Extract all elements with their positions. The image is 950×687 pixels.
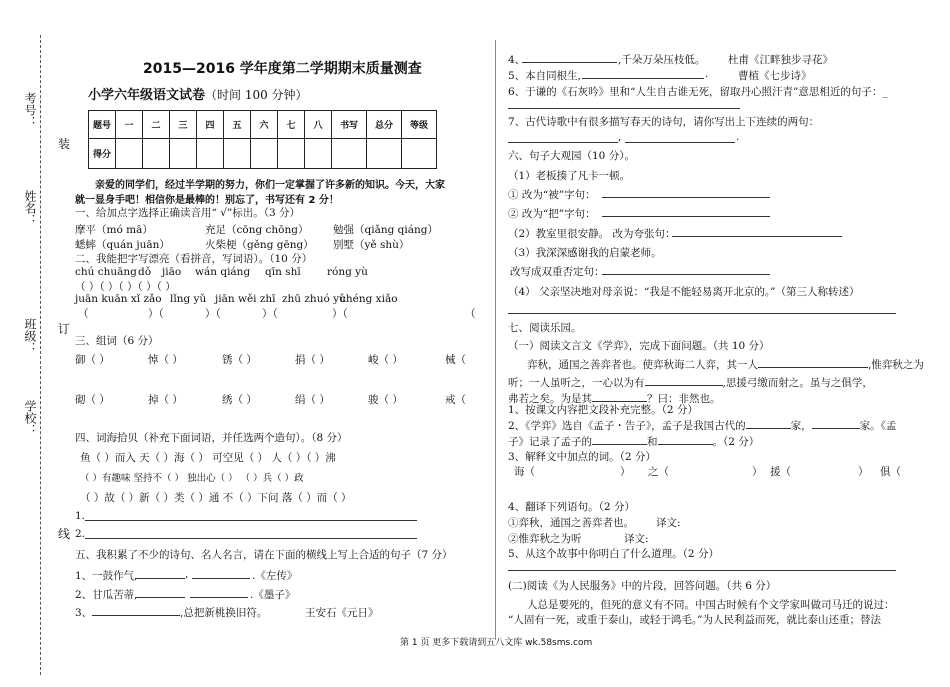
q1-text: （1）老板揍了凡卡一顿。 xyxy=(508,170,631,182)
pq3-text: 3、解释文中加点的词。（2 分） xyxy=(508,451,656,463)
exam-subtitle xyxy=(88,84,308,103)
pq4-text: 4、翻译下列语句。（2 分） xyxy=(508,501,635,513)
pq3-item[interactable]: 诲（ xyxy=(514,466,535,478)
poem-2: 2、甘瓜苦蒂, xyxy=(75,589,138,601)
section-1-title: 一、给加点字选择正确读音用“ √”标出。（3 分） xyxy=(75,207,301,219)
idiom-row[interactable]: 鱼（ ）而入 天（ ）海（ ） 可空见（ ） 人（ ）（ ）沸 xyxy=(80,452,336,464)
poem-1-blank[interactable] xyxy=(192,578,250,579)
pq2b-b: 和 xyxy=(647,436,658,448)
intro-line2: 就一显身手吧！相信你是最棒的！别忘了，书写还有 2 分！ xyxy=(75,195,339,206)
q1a-text: ① 改为“被”字句： xyxy=(508,189,596,201)
zuci-item[interactable]: 绣（ ） xyxy=(222,394,257,406)
passage-1-title: （一）阅读文言文《学弈》，完成下面问题。（共 10 分） xyxy=(508,340,770,352)
score-head: 书写 xyxy=(332,111,367,139)
pq1-text: 1、按课文内容把文段补充完整。（2 分） xyxy=(508,404,698,416)
s1-item: 蟋蟀（quán juān） xyxy=(75,239,170,251)
pq2-line2 xyxy=(508,434,759,449)
pinyin: dǒ xyxy=(138,266,152,278)
q2-text: （2）教室里很安静。 改为夸张句： xyxy=(508,228,676,240)
r5-period: . xyxy=(705,68,709,80)
section-7-title: 七、阅读乐园。 xyxy=(508,322,582,334)
r6-text: 6、于谦的《石灰吟》里和“人生自古谁无死，留取丹心照汗青”意思相近的句子：_ xyxy=(508,86,888,98)
zuci-item[interactable]: 悼（ ） xyxy=(148,354,183,366)
p1a-blank[interactable] xyxy=(758,367,868,368)
r7-comma: , xyxy=(618,131,622,143)
score-cell[interactable] xyxy=(402,139,437,169)
poem-3-text: ,总把新桃换旧符。 xyxy=(180,607,268,619)
pq3-item[interactable]: 之（ xyxy=(648,466,669,478)
section-4-title: 四、词海拾贝（补充下面词语，并任选两个造句）。（8 分） xyxy=(75,432,348,444)
r7-blank[interactable] xyxy=(625,142,735,143)
sentence-2-label: 2. xyxy=(75,528,86,540)
r4-source: 杜甫《江畔独步寻花》 xyxy=(728,54,833,66)
zhuang-mark: 装 xyxy=(58,137,71,151)
sentence-2-line[interactable] xyxy=(85,538,417,539)
pq5-blank[interactable] xyxy=(508,570,896,571)
score-cell[interactable] xyxy=(197,139,224,169)
s1-item: 摩平（mó mā） xyxy=(75,224,153,236)
passage-2-line2: “人固有一死，或重于泰山，或轻于鸿毛。”为人民利益而死，就比泰山还重；替法 xyxy=(508,614,881,626)
xian-mark: 线 xyxy=(58,527,71,541)
kaohao-label: 考号： xyxy=(23,92,37,128)
exam-title: 2015—2016 学年度第二学期期末质量测查 xyxy=(143,61,422,77)
score-cell[interactable] xyxy=(116,139,143,169)
score-head: 三 xyxy=(170,111,197,139)
p1a-a: 弈秋，通国之善弈者也。使弈秋诲二人弈，其一人 xyxy=(527,359,758,371)
sentence-1-label: 1. xyxy=(75,510,86,522)
subtitle-time: （时间 100 分钟） xyxy=(205,88,308,102)
score-cell[interactable] xyxy=(305,139,332,169)
zuci-item[interactable]: 峻（ ） xyxy=(368,354,403,366)
poem-2-source: .《墨子》 xyxy=(250,589,296,601)
pinyin: chú chuāng xyxy=(75,266,137,278)
s1-item: 勉强（qiǎng qiáng） xyxy=(333,224,438,236)
q4-text: （4） 父亲坚决地对母亲说：“我是不能轻易离开北京的。”（第三人称转述） xyxy=(508,286,860,298)
pq3-item[interactable]: ） xyxy=(620,466,631,478)
pq4a-translation: 译文: xyxy=(656,517,681,529)
score-cell[interactable] xyxy=(224,139,251,169)
section-5-title: 五、我积累了不少的诗句、名人名言，请在下面的横线上写上合适的句子（7 分） xyxy=(75,549,453,561)
score-label: 得分 xyxy=(89,139,116,169)
answer-bracket[interactable]: ）（ xyxy=(332,308,348,320)
q3-text: （3）我深深感谢我的启蒙老师。 xyxy=(508,247,662,259)
xingming-label: 姓名： xyxy=(23,190,37,226)
q3a-blank[interactable] xyxy=(602,274,770,275)
q1b-blank[interactable] xyxy=(602,216,770,217)
q3a-text: 改写成双重否定句： xyxy=(510,266,605,278)
zuci-item[interactable]: 械（ xyxy=(445,354,466,366)
pq4b-translation: 译文: xyxy=(624,533,649,545)
poem-1-source: .《左传》 xyxy=(252,570,298,582)
pq2-line1 xyxy=(508,418,896,433)
pinyin: chéng xiǎo xyxy=(340,293,398,305)
score-cell[interactable] xyxy=(367,139,402,169)
r4-label: 4、 xyxy=(508,54,526,66)
binding-line xyxy=(40,35,41,675)
r4-blank[interactable] xyxy=(522,62,617,63)
pinyin: jiān wěi zhī xyxy=(215,293,276,305)
s1-item: 别墅（yě shù） xyxy=(333,239,410,251)
passage-2-title: (二)阅读《为人民服务》中的片段，回答问题。（共 6 分） xyxy=(508,580,777,592)
pq2-c: 家。《孟 xyxy=(859,420,897,432)
score-cell[interactable] xyxy=(170,139,197,169)
pinyin: juān kuān xǐ zǎo xyxy=(75,293,162,305)
s1-item: 充足（cōng chōng） xyxy=(205,224,309,236)
score-head: 题号 xyxy=(89,111,116,139)
page-footer: 第 1 页 更多下载请到五八文库 wk.58sms.com xyxy=(400,638,593,648)
score-head: 五 xyxy=(224,111,251,139)
pq3-item[interactable]: ） xyxy=(752,466,763,478)
r7-text: 7、古代诗歌中有很多描写春天的诗句，请你写出上下连续的两句： xyxy=(508,116,820,128)
sentence-1-line[interactable] xyxy=(85,520,417,521)
pinyin: lǐng yǔ xyxy=(170,293,207,305)
passage-1-line2 xyxy=(508,375,873,390)
pinyin: zhū zhuó yǔ xyxy=(282,293,346,305)
zuci-item[interactable]: 捐（ ） xyxy=(295,354,330,366)
score-head: 六 xyxy=(251,111,278,139)
pinyin: qīn shī xyxy=(265,266,301,278)
s1-item: 火柴梗（gěng gēng） xyxy=(205,239,314,251)
score-table xyxy=(88,110,437,169)
poem-1: 1、一鼓作气, xyxy=(75,570,138,582)
ding-mark: 订 xyxy=(58,322,71,336)
r6-blank[interactable] xyxy=(508,108,740,109)
pq4b-text: ②惟弈秋之为听 xyxy=(508,533,582,545)
score-head: 一 xyxy=(116,111,143,139)
q1b-text: ② 改为“把”字句： xyxy=(508,208,596,220)
q2-blank[interactable] xyxy=(672,236,842,237)
p1c: 弗若之矣。为是其 xyxy=(508,393,592,405)
p1d: ？曰：非然也。 xyxy=(647,393,721,405)
xuexiao-label: 学校： xyxy=(23,400,37,436)
pinyin: jiāo xyxy=(162,266,182,278)
poem-1-blank[interactable] xyxy=(135,578,185,579)
zuci-item[interactable]: 骏（ ） xyxy=(368,394,403,406)
pq3-item[interactable]: 援（ xyxy=(770,466,791,478)
pq2b-blank[interactable] xyxy=(658,444,713,445)
score-head: 等级 xyxy=(402,111,437,139)
zuci-item[interactable]: 掉（ ） xyxy=(148,394,183,406)
passage-2-line1: 人总是要死的，但死的意义有不同。中国古时候有个文学家叫做司马迁的说过： xyxy=(527,599,895,611)
pq2-b: 家， xyxy=(790,420,812,432)
intro-line1: 亲爱的同学们，经过半学期的努力，你们一定掌握了许多新的知识。今天，大家 xyxy=(95,180,445,191)
p1b-a: 听；一人虽听之，一心以为有 xyxy=(508,377,645,389)
p1a-b: ,惟弈秋之为 xyxy=(868,359,924,371)
score-head: 二 xyxy=(143,111,170,139)
pq2-blank[interactable] xyxy=(746,428,791,429)
answer-bracket[interactable]: （ xyxy=(465,308,476,320)
answer-bracket[interactable]: ）（ xyxy=(262,308,278,320)
pinyin: róng yù xyxy=(327,266,368,278)
pq2-a: 2、《学弈》选自《孟子・告子》，孟子是我国古代的 xyxy=(508,420,746,432)
section-6-title: 六、句子大观园（10 分）。 xyxy=(508,150,635,162)
pinyin: wán qiáng xyxy=(195,266,251,278)
zuci-item[interactable]: 御（ ） xyxy=(75,354,110,366)
p1b-b: ,思援弓缴而射之。虽与之俱学， xyxy=(722,377,873,389)
poem-2-blank[interactable] xyxy=(135,597,185,598)
pq3-item[interactable]: ） xyxy=(858,466,869,478)
r5-source: 曹植《七步诗》 xyxy=(738,70,812,82)
column-divider xyxy=(495,40,496,640)
answer-bracket[interactable]: ）（ xyxy=(148,308,164,320)
r4-text: ,千朵万朵压枝低。 xyxy=(618,54,706,66)
poem-1-comma: , xyxy=(185,568,189,580)
section-2-title: 二、我能把字写漂亮（看拼音，写词语）。（10 分） xyxy=(75,253,313,265)
poem-3: 3、 xyxy=(75,607,93,619)
zuci-item[interactable]: 砌（ ） xyxy=(75,394,110,406)
score-cell[interactable] xyxy=(143,139,170,169)
zuci-item[interactable]: 锈（ ） xyxy=(222,354,257,366)
q4-blank[interactable] xyxy=(508,313,896,314)
score-head: 七 xyxy=(278,111,305,139)
section-3-title: 三、组词（6 分） xyxy=(75,335,159,347)
poem-2-blank[interactable] xyxy=(190,597,248,598)
pq4a-text: ①弈秋，通国之善弈者也。 xyxy=(508,517,634,529)
idiom-row[interactable]: （ ）有趣味 坚持不（ ） 独出心（ ） （ ）兵（ ）政 xyxy=(80,473,304,484)
passage-1-line1 xyxy=(527,357,924,372)
zuci-item[interactable]: 绢（ ） xyxy=(295,394,330,406)
zuci-item[interactable]: 戒（ xyxy=(445,394,466,406)
score-head: 四 xyxy=(197,111,224,139)
pq3-item[interactable]: 俱（ xyxy=(880,466,901,478)
pq2-blank[interactable] xyxy=(812,428,860,429)
score-head: 总分 xyxy=(367,111,402,139)
q1a-blank[interactable] xyxy=(602,197,770,198)
r7-period: . xyxy=(736,131,740,143)
score-head: 八 xyxy=(305,111,332,139)
score-cell[interactable] xyxy=(251,139,278,169)
poem-3-blank[interactable] xyxy=(92,615,180,616)
r5-blank[interactable] xyxy=(582,78,704,79)
poem-3-source: 王安石《元日》 xyxy=(305,607,379,619)
idiom-row[interactable]: （ ）故（ ）新（ ）类（ ）通 不（ ）下问 落（ ）而（ ） xyxy=(80,492,352,504)
pq2b-blank[interactable] xyxy=(592,444,647,445)
score-cell[interactable] xyxy=(332,139,367,169)
answer-brackets[interactable]: （ ）（ ）（ ）（ ）（ ） xyxy=(75,281,176,293)
pq5-text: 5、从这个故事中你明白了什么道理。（2 分） xyxy=(508,548,719,560)
answer-bracket[interactable]: ）（ xyxy=(205,308,221,320)
r5-label: 5、本自同根生, xyxy=(508,70,582,82)
p1b-blank[interactable] xyxy=(645,385,723,386)
answer-bracket[interactable]: （ xyxy=(78,308,89,320)
subtitle-text: 小学六年级语文试卷 xyxy=(88,88,206,103)
score-cell[interactable] xyxy=(278,139,305,169)
pq2b-c: 。（2 分） xyxy=(712,436,760,448)
r7-blank[interactable] xyxy=(508,142,618,143)
pq2b-a: 子》记录了孟子的 xyxy=(508,436,592,448)
banji-label: 班级： xyxy=(23,318,37,354)
